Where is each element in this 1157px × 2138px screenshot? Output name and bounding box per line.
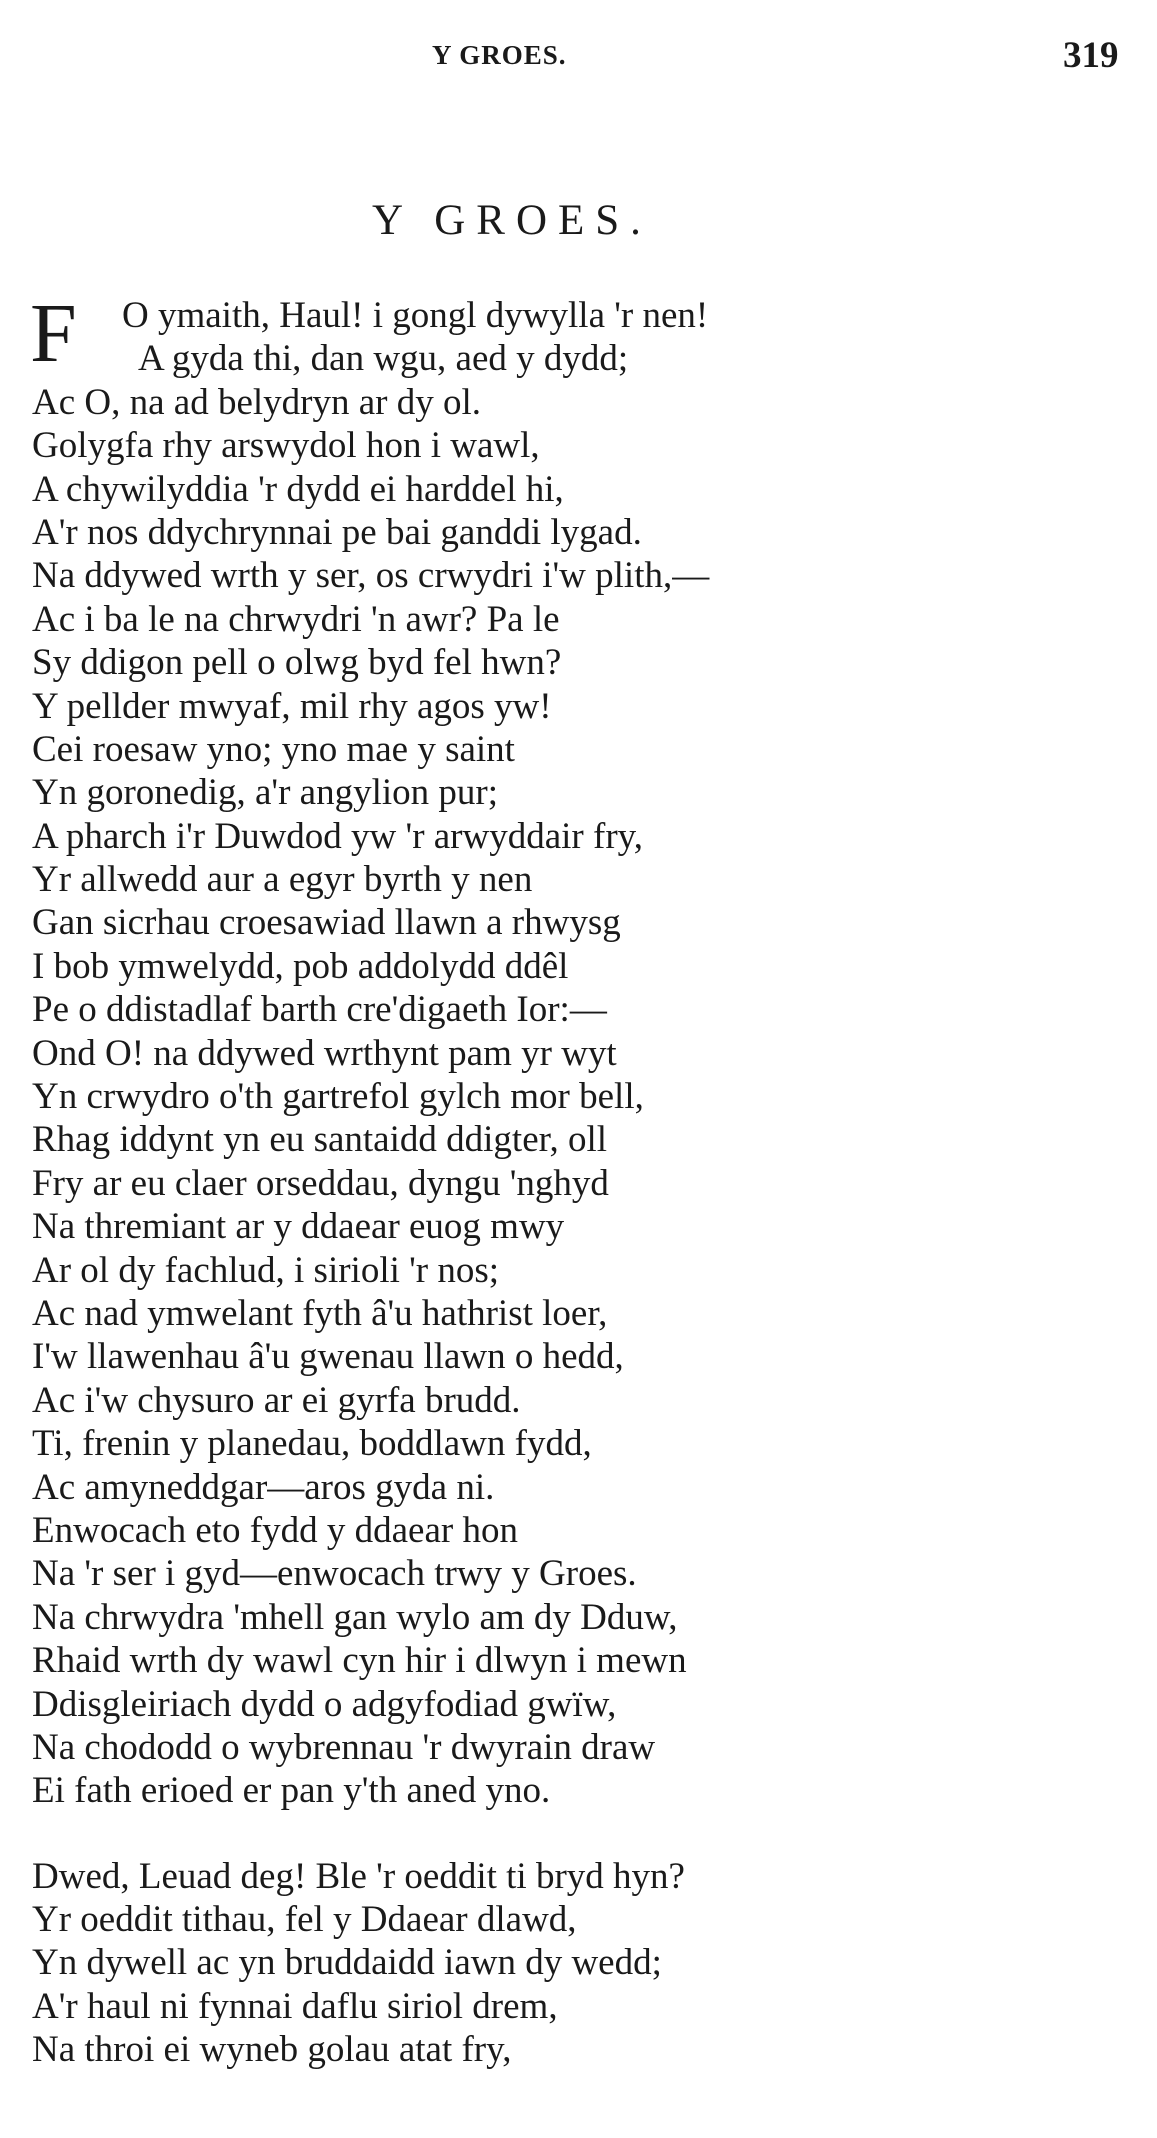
verse-line: Ac amyneddgar—aros gyda ni. (32, 1466, 495, 1508)
poem-body (30, 287, 1132, 2072)
verse-line: Cei roesaw yno; yno mae y saint (32, 728, 515, 770)
verse-line: I'w llawenhau â'u gwenau llawn o hedd, (32, 1336, 624, 1378)
verse-line: Y pellder mwyaf, mil rhy agos yw! (32, 685, 552, 727)
verse-line: Enwocach eto fydd y ddaear hon (32, 1509, 518, 1551)
verse-line: I bob ymwelydd, pob addolydd ddêl (32, 945, 569, 987)
stanza-break (32, 1813, 1132, 1855)
verse-line: Na throi ei wyneb golau atat fry, (32, 2029, 512, 2071)
drop-cap: F (30, 287, 77, 380)
verse-line: Na 'r ser i gyd—enwocach trwy y Groes. (32, 1553, 637, 1595)
verse-line: Golygfa rhy arswydol hon i wawl, (32, 425, 540, 467)
verse-line: Yr allwedd aur a egyr byrth y nen (32, 859, 533, 901)
running-head (0, 36, 1157, 76)
verse-line: Na ddywed wrth y ser, os crwydri i'w plith,— (32, 555, 710, 597)
verse-line: Yn dywell ac yn bruddaidd iawn dy wedd; (32, 1942, 662, 1984)
verse-line: Sy ddigon pell o olwg byd fel hwn? (32, 642, 562, 684)
verse-line: Rhag iddynt yn eu santaidd ddigter, oll (32, 1119, 608, 1161)
verse-line: Ac i'w chysuro ar ei gyrfa brudd. (32, 1379, 521, 1421)
verse-line: A pharch i'r Duwdod yw 'r arwyddair fry, (32, 815, 643, 857)
verse-line: Ar ol dy fachlud, i sirioli 'r nos; (32, 1249, 500, 1291)
verse-line: Ond O! na ddywed wrthynt pam yr wyt (32, 1032, 617, 1074)
running-title: Y GROES. (432, 40, 567, 70)
verse-line: Ac O, na ad belydryn ar dy ol. (32, 381, 482, 423)
verse-line: Fry ar eu claer orseddau, dyngu 'nghyd (32, 1162, 609, 1204)
verse-line: Na thremiant ar y ddaear euog mwy (32, 1206, 565, 1248)
page-number: 319 (1063, 35, 1119, 76)
verse-line: Rhaid wrth dy wawl cyn hir i dlwyn i mewn (32, 1640, 687, 1682)
poem-title: Y GROES. (372, 197, 652, 244)
verse-line: Na chrwydra 'mhell gan wylo am dy Dduw, (32, 1596, 678, 1638)
verse-line: O ymaith, Haul! i gongl dywylla 'r nen! (122, 295, 709, 336)
verse-line: Yr oeddit tithau, fel y Ddaear dlawd, (32, 1899, 577, 1941)
verse-line: Ac i ba le na chrwydri 'n awr? Pa le (32, 598, 560, 640)
verse-line: Ddisgleiriach dydd o adgyfodiad gwïw, (32, 1683, 617, 1725)
verse-line: Ac nad ymwelant fyth â'u hathrist loer, (32, 1292, 608, 1334)
verse-line: A gyda thi, dan wgu, aed y dydd; (138, 338, 629, 380)
verse-line: Dwed, Leuad deg! Ble 'r oeddit ti bryd hyn? (32, 1855, 685, 1897)
verse-line: Yn crwydro o'th gartrefol gylch mor bell, (32, 1076, 644, 1118)
verse-line: A chywilyddia 'r dydd ei harddel hi, (32, 468, 564, 510)
verse-line: Na chododd o wybrennau 'r dwyrain draw (32, 1726, 656, 1768)
verse-line: Gan sicrhau croesawiad llawn a rhwysg (32, 902, 621, 944)
verse-line: A'r haul ni fynnai daflu siriol drem, (32, 1985, 558, 2027)
verse-line: Ti, frenin y planedau, boddlawn fydd, (32, 1423, 592, 1465)
verse-line: Pe o ddistadlaf barth cre'digaeth Ior:— (32, 989, 607, 1031)
verse-line: Yn goronedig, a'r angylion pur; (32, 772, 498, 814)
verse-line: Ei fath erioed er pan y'th aned yno. (32, 1770, 551, 1812)
verse-line: A'r nos ddychrynnai pe bai ganddi lygad. (32, 511, 642, 553)
